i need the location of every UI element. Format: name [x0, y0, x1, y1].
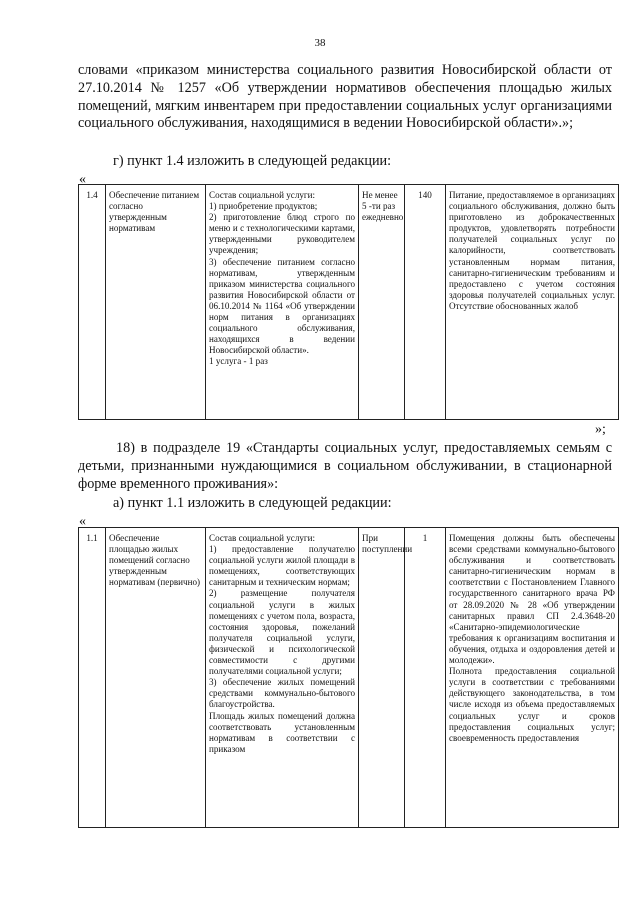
open-quote-2: «: [79, 514, 86, 529]
open-quote-1: «: [79, 172, 86, 187]
cell-quality: Помещения должны быть обеспечены всеми средствами коммунально-бытового обслуживания и соответствовать санитарно-гигиеническим нормам в соответствии с Постановлением Главного государственного санитарного врача РФ от 28.09.2020 № 28 «Об утверждении санитарных правил СП 2.4.3648-20 «Санитарно-эпидемиологические требования к организациям воспитания и обучения, отдыха и оздоровления детей и молодежи». Полнота предоставления социальной услуги в соответствии с требованиями действующего законодательства, в том числе исходя из объема предоставляемых социальных услуг и сроков предоставления социальных услуг; своевременность предоставления: [446, 528, 619, 828]
cell-amount: 140: [405, 185, 446, 420]
cell-periodicity: Не менее 5 -ти раз ежедневно: [359, 185, 405, 420]
page-number: 38: [314, 37, 326, 49]
cell-number: 1.4: [79, 185, 106, 420]
cell-number: 1.1: [79, 528, 106, 828]
item-a-heading: а) пункт 1.1 изложить в следующей редакции:: [113, 495, 392, 511]
standards-table-2: [78, 527, 619, 828]
cell-service-name: Обеспечение питанием согласно утвержденным нормативам: [106, 185, 206, 420]
table-row: [79, 528, 619, 828]
table-row: [79, 185, 619, 420]
cell-periodicity: При поступлении: [359, 528, 405, 828]
cell-quality: Питание, предоставляемое в организациях социального обслуживания, должно быть приготовлено из доброкачественных продуктов, удовлетворять потребности получателей социальных услуг по калорийности, соответствовать установленным нормам питания, санитарно-гигиеническим требованиям и предоставлено с учетом состояния здоровья получателей социальных услуг. Отсутствие обоснованных жалоб: [446, 185, 619, 420]
item-18-paragraph: 18) в подразделе 19 «Стандарты социальных услуг, предоставляемых семьям с детьми, признанными нуждающимися в социальном обслуживании, в стационарной форме временного проживания»:: [78, 440, 612, 492]
intro-paragraph: словами «приказом министерства социального развития Новосибирской области от 27.10.2014 № 1257 «Об утверждении нормативов обеспечения площадью жилых помещений, мягким инвентарем при предоставлении социальных услуг организациями социального обслуживания, находящимися в ведении Новосибирской области».»;: [78, 62, 612, 132]
close-quote-1: »;: [595, 422, 606, 437]
cell-service-name: Обеспечение площадью жилых помещений согласно утвержденным нормативам (первично): [106, 528, 206, 828]
item-g-heading: г) пункт 1.4 изложить в следующей редакции:: [113, 153, 392, 169]
standards-table-1: [78, 184, 619, 420]
cell-composition: Состав социальной услуги: 1) предоставление получателю социальной услуги жилой площади в помещениях, соответствующих санитарным и техническим нормам; 2) размещение получателя социальной услуги в жилых помещениях с учетом пола, возраста, состояния здоровья, пожеланий получателя социальной услуги, физической и психологической совместимости с другими получателями социальной услуги; 3) обеспечение жилых помещений средствами коммунально-бытового благоустройства. Площадь жилых помещений должна соответствовать установленным нормативам в соответствии с приказом: [206, 528, 359, 828]
cell-composition: Состав социальной услуги: 1) приобретение продуктов; 2) приготовление блюд строго по меню и с технологическими картами, утвержденными руководителем учреждения; 3) обеспечение питанием согласно нормативам, утвержденным приказом министерства социального развития Новосибирской области от 06.10.2014 № 1164 «Об утверждении норм питания в организациях социального обслуживания, находящихся в ведении Новосибирской области». 1 услуга - 1 раз: [206, 185, 359, 420]
cell-amount: 1: [405, 528, 446, 828]
